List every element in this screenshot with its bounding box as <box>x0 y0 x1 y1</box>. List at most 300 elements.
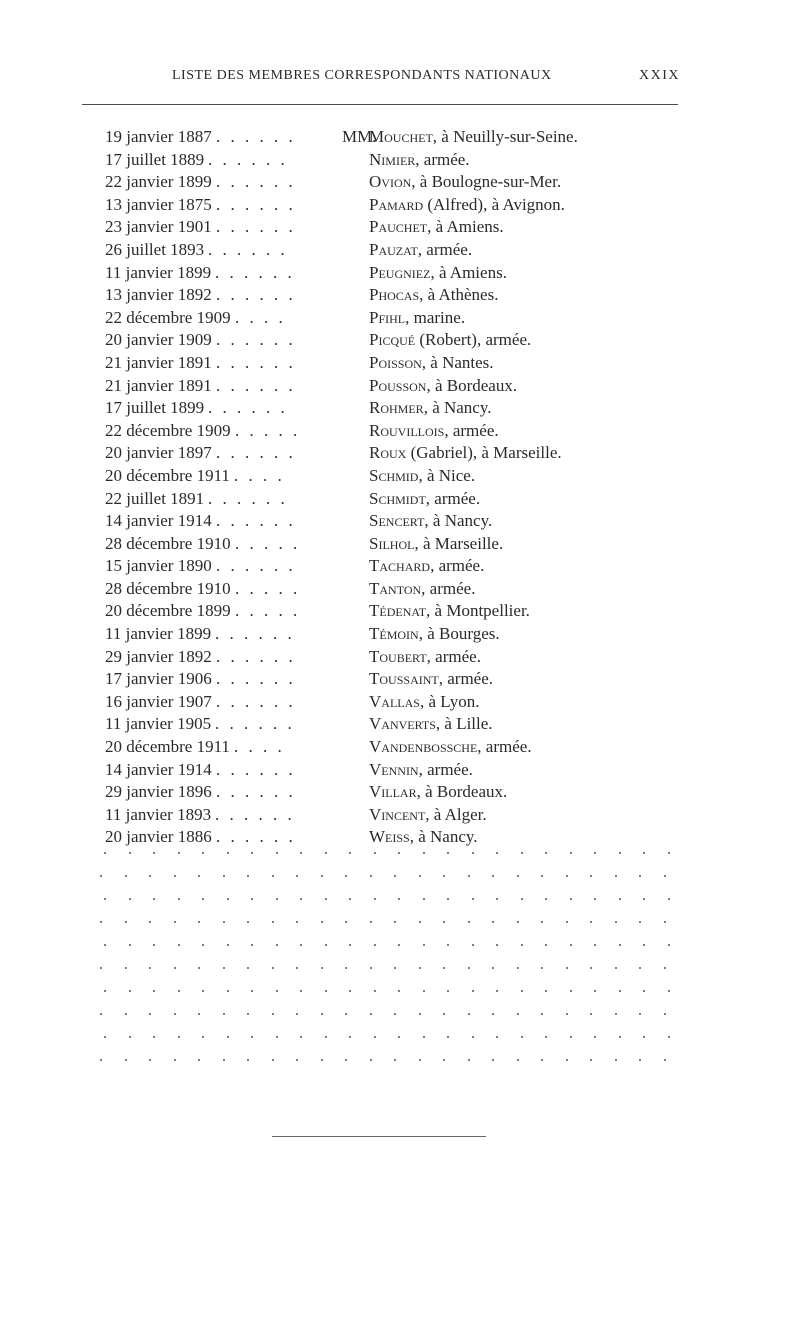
filler-dot <box>443 967 445 969</box>
entry-date: 13 janvier 1892 <box>105 285 212 305</box>
entry-date: 21 janvier 1891 <box>105 352 212 372</box>
member-location: , à Lyon. <box>419 691 480 711</box>
filler-dot <box>664 921 666 923</box>
filler-dot <box>398 990 400 992</box>
filler-dot <box>174 921 176 923</box>
filler-dot <box>223 1013 225 1015</box>
filler-dot <box>394 875 396 877</box>
filler-dot <box>492 1013 494 1015</box>
filler-dot <box>472 898 474 900</box>
filler-dot <box>227 898 229 900</box>
entry-date: 23 janvier 1901 <box>105 217 212 237</box>
list-item <box>0 578 800 601</box>
filler-dot <box>153 852 155 854</box>
filler-dot <box>594 852 596 854</box>
filler-dot <box>374 852 376 854</box>
member-location: , à Lille. <box>435 714 493 734</box>
filler-dot <box>370 875 372 877</box>
dot-leader: . . . . . . <box>216 646 296 666</box>
member-location: , armée. <box>430 556 485 576</box>
filler-dot <box>615 921 617 923</box>
filler-dot <box>223 921 225 923</box>
filler-dot <box>153 898 155 900</box>
entry-date: 17 juillet 1899 <box>105 398 205 418</box>
filler-dot <box>276 1036 278 1038</box>
dot-leader: . . . . . . <box>208 239 288 259</box>
filler-dot <box>668 898 670 900</box>
list-item <box>0 646 800 669</box>
filler-dot <box>619 898 621 900</box>
entry-date: 17 juillet 1889 <box>105 149 205 169</box>
entry-member <box>369 646 481 669</box>
member-name: Toubert <box>369 646 427 666</box>
entry-date: 26 juillet 1893 <box>105 239 205 259</box>
filler-dot <box>545 852 547 854</box>
filler-dot <box>149 967 151 969</box>
filler-dot <box>619 944 621 946</box>
entry-member <box>369 194 565 217</box>
filler-dot <box>566 1059 568 1061</box>
member-name: Tanton <box>369 578 422 598</box>
filler-dot <box>668 1036 670 1038</box>
dot-leader: . . . . . . <box>216 127 296 146</box>
filler-dot <box>345 875 347 877</box>
filler-dot <box>570 944 572 946</box>
entry-member <box>369 759 473 782</box>
member-name: Tachard <box>369 556 431 576</box>
list-item <box>0 442 800 465</box>
entry-date: 14 janvier 1914 <box>105 511 212 531</box>
filler-dot <box>521 1036 523 1038</box>
filler-dot <box>272 967 274 969</box>
filler-dot <box>615 1013 617 1015</box>
entry-member <box>369 600 530 623</box>
filler-dot <box>227 1036 229 1038</box>
filler-dot <box>447 944 449 946</box>
member-location: , à Boulogne-sur-Mer. <box>411 172 562 192</box>
filler-dot <box>321 875 323 877</box>
filler-dot <box>198 875 200 877</box>
filler-dot <box>615 1059 617 1061</box>
member-location: , à Alger. <box>425 804 487 824</box>
filler-dot <box>202 1036 204 1038</box>
filler-dot <box>247 875 249 877</box>
entry-member <box>369 149 470 172</box>
dot-row <box>100 875 690 877</box>
entry-member <box>369 375 517 398</box>
filler-dot <box>639 875 641 877</box>
dot-row <box>100 852 690 854</box>
filler-dot <box>174 1013 176 1015</box>
dot-leader: . . . . . . <box>216 556 296 576</box>
entry-date: 20 janvier 1909 <box>105 330 212 350</box>
entry-member <box>369 555 484 578</box>
filler-dot <box>443 921 445 923</box>
list-item <box>0 488 800 511</box>
list-item <box>0 600 800 623</box>
running-header <box>98 66 680 90</box>
entry-member <box>369 307 465 330</box>
filler-dot <box>178 1036 180 1038</box>
filler-dot <box>398 944 400 946</box>
filler-dot <box>223 1059 225 1061</box>
filler-dot <box>251 852 253 854</box>
filler-dot <box>394 1059 396 1061</box>
list-item <box>0 804 800 827</box>
list-item <box>0 397 800 420</box>
filler-dot <box>349 944 351 946</box>
filler-dot <box>468 1059 470 1061</box>
member-location: (Alfred), à Avignon. <box>423 194 565 214</box>
filler-dot <box>496 852 498 854</box>
entry-date: 22 janvier 1899 <box>105 172 212 192</box>
member-name: Roux <box>369 443 407 463</box>
filler-dot <box>198 967 200 969</box>
filler-dot <box>643 852 645 854</box>
member-name: Rouvillois <box>369 420 445 440</box>
filler-dot <box>247 921 249 923</box>
filler-dot <box>472 944 474 946</box>
filler-dot <box>472 1036 474 1038</box>
list-item <box>0 329 800 352</box>
member-location: , marine. <box>405 307 466 327</box>
entry-member <box>369 623 500 646</box>
filler-dot <box>590 921 592 923</box>
list-item <box>0 736 800 759</box>
filler-dot <box>149 1013 151 1015</box>
dot-leader: . . . . . . <box>216 782 296 802</box>
member-name: Vandenbossche <box>369 737 478 757</box>
filler-dot <box>174 1059 176 1061</box>
list-item <box>0 826 800 849</box>
filler-dot <box>423 990 425 992</box>
entry-date: 22 décembre 1909 <box>105 307 231 327</box>
member-location: , à Bourges. <box>418 624 500 644</box>
dot-leader: . . . . . . <box>215 624 295 644</box>
filler-dot <box>276 990 278 992</box>
dot-leader: . . . . <box>235 307 286 327</box>
entry-date: 17 janvier 1906 <box>105 669 212 689</box>
member-location: , à Bordeaux. <box>426 375 518 395</box>
list-item <box>0 510 800 533</box>
member-name: Mouchet <box>369 127 433 146</box>
filler-dot <box>349 852 351 854</box>
member-name: Phocas <box>369 285 420 305</box>
member-location: , à Montpellier. <box>426 601 530 621</box>
filler-dot <box>590 967 592 969</box>
entry-date: 29 janvier 1892 <box>105 646 212 666</box>
list-item <box>0 216 800 239</box>
filler-dot <box>492 967 494 969</box>
filler-dot <box>496 944 498 946</box>
filler-dot <box>639 967 641 969</box>
dot-leader: . . . . . . <box>216 217 296 237</box>
filler-dot <box>223 875 225 877</box>
filler-dot <box>521 990 523 992</box>
member-name: Nimier <box>369 149 416 169</box>
member-list <box>0 126 800 849</box>
filler-dot <box>296 921 298 923</box>
entry-member <box>369 533 503 556</box>
member-name: Villar <box>369 782 417 802</box>
filler-dot <box>104 852 106 854</box>
member-name: Schmid <box>369 465 419 485</box>
filler-dot <box>496 1036 498 1038</box>
filler-dot <box>619 852 621 854</box>
list-item <box>0 533 800 556</box>
list-item <box>0 555 800 578</box>
filler-dot <box>198 1013 200 1015</box>
filler-dot <box>178 898 180 900</box>
filler-dot <box>349 990 351 992</box>
dot-leader: . . . . . . <box>215 804 295 824</box>
dot-leader: . . . . . . <box>208 149 288 169</box>
filler-dot <box>570 1036 572 1038</box>
filler-dot <box>468 1013 470 1015</box>
member-location: (Gabriel), à Marseille. <box>406 443 562 463</box>
footer-rule <box>272 1136 486 1137</box>
filler-dot <box>517 921 519 923</box>
filler-dot <box>619 990 621 992</box>
member-name: Peugniez <box>369 262 431 282</box>
filler-dot <box>545 944 547 946</box>
filler-dot <box>443 1059 445 1061</box>
filler-dot <box>370 1013 372 1015</box>
filler-dot <box>619 1036 621 1038</box>
header-title: LISTE DES MEMBRES CORRESPONDANTS NATIONAUX <box>172 68 552 83</box>
filler-dot <box>423 852 425 854</box>
member-location: , à Nantes. <box>421 352 494 372</box>
list-item <box>0 668 800 691</box>
dot-leader: . . . . . <box>235 601 301 621</box>
filler-dot <box>296 875 298 877</box>
filler-dot <box>370 967 372 969</box>
filler-dot <box>492 1059 494 1061</box>
filler-dot <box>664 967 666 969</box>
member-name: Rohmer <box>369 398 424 418</box>
filler-dot <box>300 1036 302 1038</box>
filler-dot <box>468 921 470 923</box>
filler-dot <box>202 898 204 900</box>
dot-leader: . . . . . . <box>216 172 296 192</box>
dot-leader: . . . . <box>234 465 285 485</box>
filler-dot <box>521 852 523 854</box>
entry-member <box>369 352 494 375</box>
filler-dot <box>202 944 204 946</box>
filler-dot <box>272 1013 274 1015</box>
entry-member <box>369 781 507 804</box>
filler-dot <box>345 921 347 923</box>
filler-dot <box>153 990 155 992</box>
filler-dot <box>247 1059 249 1061</box>
dot-leader: . . . . . . <box>215 714 295 734</box>
page-number: XXIX <box>639 68 680 83</box>
filler-dot <box>566 967 568 969</box>
filler-dot <box>570 990 572 992</box>
filler-dot <box>668 990 670 992</box>
filler-dot <box>321 1013 323 1015</box>
dot-row <box>100 898 690 900</box>
list-item <box>0 781 800 804</box>
filler-dot <box>492 921 494 923</box>
entry-member <box>369 442 562 465</box>
list-item <box>0 759 800 782</box>
filler-dot <box>398 898 400 900</box>
filler-dot <box>423 1036 425 1038</box>
filler-dot <box>321 1059 323 1061</box>
entry-date: 21 janvier 1891 <box>105 375 212 395</box>
filler-dot <box>423 944 425 946</box>
filler-dot <box>590 1013 592 1015</box>
member-location: , à Marseille. <box>414 533 504 553</box>
member-location: , à Amiens. <box>430 262 507 282</box>
filler-dot <box>394 1013 396 1015</box>
filler-dot <box>570 852 572 854</box>
entry-member <box>369 465 475 488</box>
member-location: (Robert), armée. <box>415 330 532 350</box>
filler-dot <box>325 944 327 946</box>
entry-member <box>369 510 492 533</box>
filler-dot <box>276 944 278 946</box>
member-location: , armée. <box>418 759 473 779</box>
member-location: , armée. <box>415 149 470 169</box>
filler-dot <box>272 875 274 877</box>
filler-dot <box>370 921 372 923</box>
entry-member <box>369 329 531 352</box>
filler-dot <box>349 1036 351 1038</box>
entry-date: 14 janvier 1914 <box>105 759 212 779</box>
filler-dot <box>668 852 670 854</box>
filler-dot <box>566 921 568 923</box>
filler-dot <box>129 1036 131 1038</box>
entry-date: 20 décembre 1911 <box>105 465 230 485</box>
filler-dot <box>202 852 204 854</box>
filler-dot <box>419 967 421 969</box>
entry-date: 29 janvier 1896 <box>105 782 212 802</box>
filler-dot <box>566 1013 568 1015</box>
filler-dot <box>251 990 253 992</box>
filler-dot <box>643 990 645 992</box>
filler-dot <box>398 852 400 854</box>
filler-dot <box>100 967 102 969</box>
filler-dot <box>496 898 498 900</box>
dot-row <box>100 990 690 992</box>
filler-dot <box>419 875 421 877</box>
dot-leader: . . . . . . <box>216 443 296 463</box>
entry-date: 15 janvier 1890 <box>105 556 212 576</box>
filler-dot <box>566 875 568 877</box>
member-name: Sencert <box>369 511 425 531</box>
filler-dot <box>202 990 204 992</box>
member-location: , à Nancy. <box>424 511 493 531</box>
filler-dot <box>394 921 396 923</box>
filler-dot <box>100 875 102 877</box>
member-name: Pauchet <box>369 217 428 237</box>
filler-dot <box>521 944 523 946</box>
dot-leader: . . . . . <box>235 578 301 598</box>
filler-dot <box>129 852 131 854</box>
list-item <box>0 171 800 194</box>
entry-member <box>369 397 492 420</box>
member-location: , armée. <box>421 578 476 598</box>
entry-date: 13 janvier 1875 <box>105 194 212 214</box>
filler-dot <box>149 1059 151 1061</box>
filler-dot <box>443 1013 445 1015</box>
dot-leader: . . . . . . <box>216 511 296 531</box>
filler-dot <box>104 944 106 946</box>
member-location: , armée. <box>417 239 473 259</box>
list-item <box>0 126 800 149</box>
filler-dot <box>223 967 225 969</box>
entry-date: 16 janvier 1907 <box>105 691 212 711</box>
member-name: Poisson <box>369 352 422 372</box>
list-item <box>0 262 800 285</box>
filler-dot <box>639 1013 641 1015</box>
filler-dot <box>443 875 445 877</box>
member-name: Pousson <box>369 375 427 395</box>
filler-dot <box>594 990 596 992</box>
filler-dot <box>419 1013 421 1015</box>
list-item <box>0 420 800 443</box>
dot-leader: . . . . . <box>235 533 301 553</box>
dot-leader: . . . . . . <box>216 691 296 711</box>
member-name: Tédenat <box>369 601 427 621</box>
filler-dot <box>394 967 396 969</box>
filler-dot <box>374 898 376 900</box>
filler-dot <box>149 875 151 877</box>
filler-dot <box>227 852 229 854</box>
filler-dot <box>251 944 253 946</box>
filler-dot <box>325 990 327 992</box>
filler-dot <box>345 967 347 969</box>
filler-dot <box>492 875 494 877</box>
filler-dot <box>545 898 547 900</box>
filler-dot <box>643 1036 645 1038</box>
entry-member <box>369 826 478 849</box>
list-item <box>0 194 800 217</box>
filler-dot <box>104 990 106 992</box>
entry-member <box>369 488 480 511</box>
filler-dot <box>594 1036 596 1038</box>
entry-date: 20 janvier 1886 <box>105 827 212 847</box>
filler-dot <box>664 1013 666 1015</box>
dotted-filler <box>100 852 690 1082</box>
entry-date: 11 janvier 1893 <box>105 804 212 824</box>
filler-dot <box>178 852 180 854</box>
filler-dot <box>227 944 229 946</box>
entry-member <box>369 284 498 307</box>
member-name: Vincent <box>369 804 426 824</box>
dot-leader: . . . . <box>234 737 285 757</box>
member-name: Pauzat <box>369 239 418 259</box>
filler-dot <box>296 967 298 969</box>
filler-dot <box>374 1036 376 1038</box>
filler-dot <box>615 875 617 877</box>
filler-dot <box>468 967 470 969</box>
member-location: , à Amiens. <box>427 217 504 237</box>
filler-dot <box>664 1059 666 1061</box>
filler-dot <box>300 944 302 946</box>
entry-member <box>369 171 561 194</box>
filler-dot <box>643 898 645 900</box>
dot-leader: . . . . . . <box>216 375 296 395</box>
filler-dot <box>472 990 474 992</box>
entry-date: 19 janvier 1887 <box>105 127 212 146</box>
entry-member <box>369 668 493 691</box>
member-name: Schmidt <box>369 488 426 508</box>
member-location: , armée. <box>425 488 481 508</box>
filler-dot <box>149 921 151 923</box>
